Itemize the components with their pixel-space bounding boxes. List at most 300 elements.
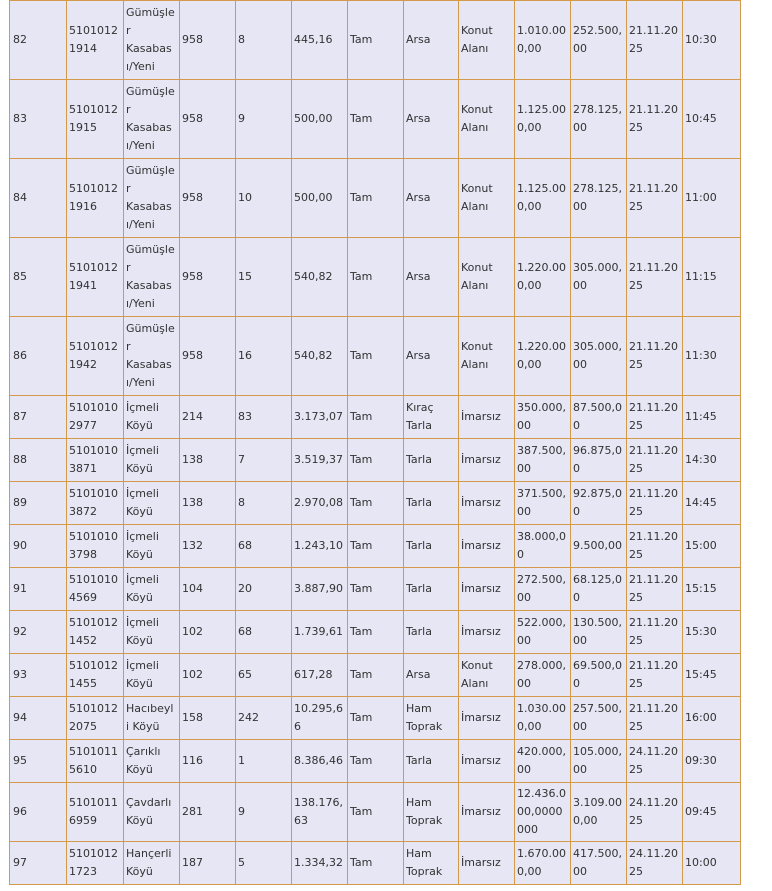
share-cell: [348, 783, 404, 842]
share-cell: [348, 525, 404, 568]
area-cell: [292, 568, 348, 611]
parcel-number-cell: [236, 783, 292, 842]
cell-text-line: 102: [182, 625, 203, 638]
cell-text-line: 5101010: [69, 530, 118, 543]
cell-text-line: Tam: [350, 453, 373, 466]
cell-text-line: 5101012: [69, 103, 118, 116]
share-cell: [348, 568, 404, 611]
auction-time-cell: [683, 783, 741, 842]
cell-text-line: 21.11.20: [629, 659, 678, 672]
area-cell: [292, 697, 348, 740]
neighborhood-cell: [124, 740, 180, 783]
parcel-id-cell: [67, 654, 124, 697]
cell-text-line: 257.500,: [573, 702, 622, 715]
cell-text-line: 0,00: [517, 720, 542, 733]
cell-text-line: 25: [629, 548, 643, 561]
cell-text-line: Tam: [350, 496, 373, 509]
area-cell: [292, 317, 348, 396]
cell-text-line: 5101012: [69, 261, 118, 274]
cell-text-line: İmarsız: [461, 856, 501, 869]
cell-text-line: Kasabas: [126, 279, 172, 292]
row-number-cell: [10, 525, 67, 568]
area-cell: [292, 783, 348, 842]
auction-time-cell: [683, 317, 741, 396]
table-row: [10, 525, 741, 568]
share-cell: [348, 1, 404, 80]
cell-text-line: 1455: [69, 677, 97, 690]
cell-text-line: İçmeli: [126, 659, 159, 672]
cell-text-line: Konut: [461, 340, 493, 353]
auction-date-cell: [627, 783, 683, 842]
neighborhood-cell: [124, 482, 180, 525]
cell-text-line: 00: [573, 200, 587, 213]
area-cell: [292, 842, 348, 885]
area-cell: [292, 159, 348, 238]
cell-text-line: 00: [573, 720, 587, 733]
cell-text-line: 1914: [69, 42, 97, 55]
zoning-cell: [459, 396, 515, 439]
row-number-cell: [10, 842, 67, 885]
cell-text-line: Köyü: [126, 677, 153, 690]
cell-text-line: 3872: [69, 505, 97, 518]
cell-text-line: Tam: [350, 625, 373, 638]
cell-text-line: Gümüşle: [126, 322, 175, 335]
cell-text-line: 1.334,32: [294, 856, 343, 869]
cell-text-line: Tam: [350, 754, 373, 767]
cell-text-line: 00: [573, 279, 587, 292]
cell-text-line: İçmeli: [126, 530, 159, 543]
cell-text-line: 11:30: [685, 349, 717, 362]
cell-text-line: 21.11.20: [629, 530, 678, 543]
cell-text-line: 500,00: [294, 112, 333, 125]
cell-text-line: 00: [517, 591, 531, 604]
cell-text-line: 5101011: [69, 796, 118, 809]
cell-text-line: 8.386,46: [294, 754, 343, 767]
cell-text-line: Köyü: [126, 865, 153, 878]
cell-text-line: 87.500,0: [573, 401, 622, 414]
cell-text-line: 21.11.20: [629, 616, 678, 629]
estimated-value-cell: [515, 482, 571, 525]
cell-text-line: 371.500,: [517, 487, 566, 500]
cell-text-line: 5101010: [69, 401, 118, 414]
cell-text-line: 445,16: [294, 33, 333, 46]
table-row: [10, 740, 741, 783]
cell-text-line: Toprak: [406, 720, 443, 733]
cell-text-line: 0: [573, 591, 580, 604]
cell-text-line: 272.500,: [517, 573, 566, 586]
cell-text-line: 95: [13, 754, 27, 767]
cell-text-line: Kasabas: [126, 358, 172, 371]
deposit-cell: [571, 317, 627, 396]
parcel-number-cell: [236, 1, 292, 80]
cell-text-line: 1.220.00: [517, 340, 566, 353]
deposit-cell: [571, 740, 627, 783]
cell-text-line: Tam: [350, 191, 373, 204]
deposit-cell: [571, 238, 627, 317]
cell-text-line: 16:00: [685, 711, 717, 724]
cell-text-line: 00: [573, 358, 587, 371]
parcel-id-cell: [67, 396, 124, 439]
cell-text-line: 92.875,0: [573, 487, 622, 500]
cell-text-line: Alanı: [461, 42, 489, 55]
zoning-cell: [459, 783, 515, 842]
cell-text-line: Tam: [350, 539, 373, 552]
auction-time-cell: [683, 525, 741, 568]
cell-text-line: 00: [573, 865, 587, 878]
block-number-cell: [180, 80, 236, 159]
property-type-cell: [404, 740, 459, 783]
cell-text-line: 102: [182, 668, 203, 681]
row-number-cell: [10, 80, 67, 159]
cell-text-line: 25: [629, 42, 643, 55]
cell-text-line: 00: [573, 42, 587, 55]
deposit-cell: [571, 396, 627, 439]
cell-text-line: 84: [13, 191, 27, 204]
auction-time-cell: [683, 842, 741, 885]
auction-time-cell: [683, 439, 741, 482]
auction-date-cell: [627, 80, 683, 159]
cell-text-line: 6959: [69, 814, 97, 827]
cell-text-line: 5101010: [69, 487, 118, 500]
cell-text-line: 21.11.20: [629, 444, 678, 457]
cell-text-line: 15:45: [685, 668, 717, 681]
cell-text-line: 91: [13, 582, 27, 595]
cell-text-line: Tarla: [406, 419, 432, 432]
cell-text-line: 2977: [69, 419, 97, 432]
cell-text-line: 1.125.00: [517, 182, 566, 195]
cell-text-line: İçmeli: [126, 487, 159, 500]
cell-text-line: 25: [629, 358, 643, 371]
cell-text-line: 500,00: [294, 191, 333, 204]
table-row: [10, 611, 741, 654]
neighborhood-cell: [124, 439, 180, 482]
neighborhood-cell: [124, 842, 180, 885]
cell-text-line: 88: [13, 453, 27, 466]
share-cell: [348, 697, 404, 740]
estimated-value-cell: [515, 317, 571, 396]
cell-text-line: Tam: [350, 33, 373, 46]
cell-text-line: Tam: [350, 349, 373, 362]
cell-text-line: 0,00: [517, 279, 542, 292]
cell-text-line: 00: [573, 634, 587, 647]
share-cell: [348, 238, 404, 317]
cell-text-line: 25: [629, 814, 643, 827]
cell-text-line: 5101012: [69, 616, 118, 629]
parcel-number-cell: [236, 80, 292, 159]
block-number-cell: [180, 740, 236, 783]
block-number-cell: [180, 842, 236, 885]
cell-text-line: 305.000,: [573, 261, 622, 274]
cell-text-line: 15:00: [685, 539, 717, 552]
property-type-cell: [404, 1, 459, 80]
parcel-id-cell: [67, 80, 124, 159]
cell-text-line: 25: [629, 720, 643, 733]
cell-text-line: Alanı: [461, 200, 489, 213]
neighborhood-cell: [124, 238, 180, 317]
cell-text-line: 14:45: [685, 496, 717, 509]
cell-text-line: Kıraç: [406, 401, 434, 414]
block-number-cell: [180, 611, 236, 654]
block-number-cell: [180, 482, 236, 525]
cell-text-line: 0: [573, 462, 580, 475]
cell-text-line: Arsa: [406, 668, 431, 681]
cell-text-line: Köyü: [126, 548, 153, 561]
estimated-value-cell: [515, 1, 571, 80]
cell-text-line: 25: [629, 677, 643, 690]
block-number-cell: [180, 697, 236, 740]
cell-text-line: 21.11.20: [629, 573, 678, 586]
parcel-id-cell: [67, 611, 124, 654]
area-cell: [292, 80, 348, 159]
cell-text-line: 5101012: [69, 182, 118, 195]
auction-time-cell: [683, 159, 741, 238]
zoning-cell: [459, 1, 515, 80]
cell-text-line: İmarsız: [461, 453, 501, 466]
cell-text-line: Tarla: [406, 582, 432, 595]
cell-text-line: 14:30: [685, 453, 717, 466]
cell-text-line: 21.11.20: [629, 340, 678, 353]
cell-text-line: İçmeli: [126, 616, 159, 629]
parcel-id-cell: [67, 1, 124, 80]
cell-text-line: 958: [182, 33, 203, 46]
cell-text-line: Tam: [350, 711, 373, 724]
cell-text-line: 21.11.20: [629, 24, 678, 37]
cell-text-line: Konut: [461, 24, 493, 37]
cell-text-line: 5610: [69, 763, 97, 776]
cell-text-line: 5101012: [69, 702, 118, 715]
cell-text-line: 85: [13, 270, 27, 283]
cell-text-line: 305.000,: [573, 340, 622, 353]
parcel-id-cell: [67, 697, 124, 740]
cell-text-line: 24.11.20: [629, 796, 678, 809]
property-type-cell: [404, 568, 459, 611]
cell-text-line: 38.000,0: [517, 530, 566, 543]
auction-time-cell: [683, 568, 741, 611]
property-type-cell: [404, 783, 459, 842]
block-number-cell: [180, 317, 236, 396]
cell-text-line: 0,00: [573, 814, 598, 827]
parcel-number-cell: [236, 317, 292, 396]
parcel-id-cell: [67, 525, 124, 568]
cell-text-line: 11:45: [685, 410, 717, 423]
estimated-value-cell: [515, 654, 571, 697]
auction-time-cell: [683, 654, 741, 697]
zoning-cell: [459, 697, 515, 740]
cell-text-line: 5101010: [69, 573, 118, 586]
parcel-id-cell: [67, 842, 124, 885]
block-number-cell: [180, 783, 236, 842]
cell-text-line: Arsa: [406, 349, 431, 362]
cell-text-line: 21.11.20: [629, 103, 678, 116]
cell-text-line: 25: [629, 505, 643, 518]
cell-text-line: 278.000,: [517, 659, 566, 672]
deposit-cell: [571, 439, 627, 482]
cell-text-line: Arsa: [406, 33, 431, 46]
cell-text-line: Toprak: [406, 814, 443, 827]
share-cell: [348, 80, 404, 159]
cell-text-line: 20: [238, 582, 252, 595]
cell-text-line: 187: [182, 856, 203, 869]
cell-text-line: 5: [238, 856, 245, 869]
cell-text-line: 0: [517, 548, 524, 561]
auction-date-cell: [627, 611, 683, 654]
block-number-cell: [180, 568, 236, 611]
cell-text-line: 130.500,: [573, 616, 622, 629]
cell-text-line: 12.436.0: [517, 787, 566, 800]
table-row: [10, 482, 741, 525]
cell-text-line: Köyü: [126, 634, 153, 647]
cell-text-line: Köyü: [126, 505, 153, 518]
cell-text-line: İçmeli: [126, 401, 159, 414]
cell-text-line: 25: [629, 200, 643, 213]
cell-text-line: 89: [13, 496, 27, 509]
auction-time-cell: [683, 80, 741, 159]
row-number-cell: [10, 439, 67, 482]
cell-text-line: 5101012: [69, 659, 118, 672]
cell-text-line: 417.500,: [573, 847, 622, 860]
cell-text-line: 69.500,0: [573, 659, 622, 672]
parcel-id-cell: [67, 482, 124, 525]
block-number-cell: [180, 396, 236, 439]
cell-text-line: 10:30: [685, 33, 717, 46]
table-row: [10, 159, 741, 238]
cell-text-line: 15:15: [685, 582, 717, 595]
cell-text-line: İmarsız: [461, 754, 501, 767]
cell-text-line: İmarsız: [461, 410, 501, 423]
block-number-cell: [180, 654, 236, 697]
property-type-cell: [404, 317, 459, 396]
estimated-value-cell: [515, 568, 571, 611]
cell-text-line: Konut: [461, 659, 493, 672]
row-number-cell: [10, 654, 67, 697]
cell-text-line: 540,82: [294, 349, 333, 362]
block-number-cell: [180, 439, 236, 482]
cell-text-line: 16: [238, 349, 252, 362]
parcel-number-cell: [236, 238, 292, 317]
block-number-cell: [180, 238, 236, 317]
table-row: [10, 783, 741, 842]
parcel-id-cell: [67, 317, 124, 396]
zoning-cell: [459, 842, 515, 885]
cell-text-line: 25: [629, 462, 643, 475]
zoning-cell: [459, 439, 515, 482]
cell-text-line: 5101012: [69, 847, 118, 860]
cell-text-line: 93: [13, 668, 27, 681]
cell-text-line: 8: [238, 33, 245, 46]
cell-text-line: Tam: [350, 668, 373, 681]
cell-text-line: 3.173,07: [294, 410, 343, 423]
cell-text-line: 25: [629, 865, 643, 878]
cell-text-line: Gümüşle: [126, 6, 175, 19]
cell-text-line: 1915: [69, 121, 97, 134]
cell-text-line: 1916: [69, 200, 97, 213]
block-number-cell: [180, 525, 236, 568]
row-number-cell: [10, 317, 67, 396]
cell-text-line: 25: [629, 634, 643, 647]
zoning-cell: [459, 317, 515, 396]
cell-text-line: 242: [238, 711, 259, 724]
share-cell: [348, 740, 404, 783]
zoning-cell: [459, 238, 515, 317]
auction-date-cell: [627, 439, 683, 482]
cell-text-line: 617,28: [294, 668, 333, 681]
auction-time-cell: [683, 238, 741, 317]
neighborhood-cell: [124, 80, 180, 159]
cell-text-line: 350.000,: [517, 401, 566, 414]
cell-text-line: 11:00: [685, 191, 717, 204]
cell-text-line: 00: [517, 462, 531, 475]
cell-text-line: Tarla: [406, 453, 432, 466]
cell-text-line: Tarla: [406, 496, 432, 509]
cell-text-line: 00: [517, 634, 531, 647]
cell-text-line: 252.500,: [573, 24, 622, 37]
share-cell: [348, 317, 404, 396]
cell-text-line: 09:45: [685, 805, 717, 818]
parcel-id-cell: [67, 159, 124, 238]
cell-text-line: 1942: [69, 358, 97, 371]
estimated-value-cell: [515, 842, 571, 885]
row-number-cell: [10, 159, 67, 238]
row-number-cell: [10, 568, 67, 611]
cell-text-line: 94: [13, 711, 27, 724]
cell-text-line: 138: [182, 496, 203, 509]
cell-text-line: Tarla: [406, 754, 432, 767]
cell-text-line: 000: [517, 823, 538, 836]
area-cell: [292, 525, 348, 568]
auction-date-cell: [627, 654, 683, 697]
zoning-cell: [459, 611, 515, 654]
cell-text-line: Ham: [406, 702, 432, 715]
parcel-number-cell: [236, 842, 292, 885]
cell-text-line: 15:30: [685, 625, 717, 638]
cell-text-line: 25: [629, 279, 643, 292]
deposit-cell: [571, 80, 627, 159]
auction-table: [9, 0, 741, 885]
zoning-cell: [459, 654, 515, 697]
deposit-cell: [571, 611, 627, 654]
auction-time-cell: [683, 697, 741, 740]
cell-text-line: 1.220.00: [517, 261, 566, 274]
cell-text-line: 278.125,: [573, 103, 622, 116]
cell-text-line: 87: [13, 410, 27, 423]
estimated-value-cell: [515, 697, 571, 740]
parcel-number-cell: [236, 482, 292, 525]
auction-date-cell: [627, 525, 683, 568]
cell-text-line: ı/Yeni: [126, 376, 155, 389]
cell-text-line: 21.11.20: [629, 401, 678, 414]
neighborhood-cell: [124, 159, 180, 238]
cell-text-line: 1452: [69, 634, 97, 647]
cell-text-line: 522.000,: [517, 616, 566, 629]
cell-text-line: 68: [238, 539, 252, 552]
cell-text-line: 3.519,37: [294, 453, 343, 466]
cell-text-line: Kasabas: [126, 42, 172, 55]
zoning-cell: [459, 525, 515, 568]
cell-text-line: 540,82: [294, 270, 333, 283]
cell-text-line: Arsa: [406, 112, 431, 125]
cell-text-line: r: [126, 182, 131, 195]
cell-text-line: İmarsız: [461, 711, 501, 724]
cell-text-line: Tam: [350, 112, 373, 125]
cell-text-line: İmarsız: [461, 539, 501, 552]
cell-text-line: 2075: [69, 720, 97, 733]
block-number-cell: [180, 159, 236, 238]
neighborhood-cell: [124, 654, 180, 697]
estimated-value-cell: [515, 439, 571, 482]
cell-text-line: 5101012: [69, 24, 118, 37]
cell-text-line: Kasabas: [126, 200, 172, 213]
table-row: [10, 317, 741, 396]
